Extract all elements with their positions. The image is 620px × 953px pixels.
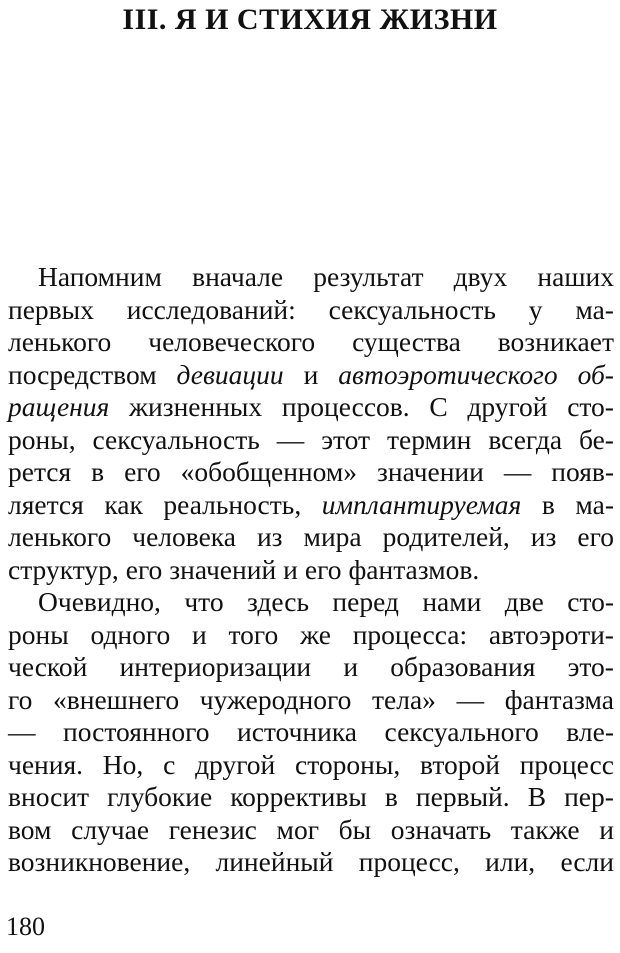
word: означать	[390, 813, 492, 845]
word: двух	[453, 261, 508, 292]
word: мог	[276, 813, 319, 845]
word: что	[184, 586, 224, 617]
text-line	[8, 554, 614, 587]
word: структур,	[8, 553, 119, 585]
word: чения.	[8, 748, 83, 780]
word: посредством	[8, 358, 157, 390]
word: интериоризации	[119, 651, 312, 682]
word: наших	[537, 261, 614, 292]
word: другой	[195, 748, 276, 780]
word: и	[192, 618, 207, 650]
word: его	[304, 553, 342, 585]
body-text	[8, 261, 614, 879]
word: вначале	[192, 261, 284, 292]
word: если	[560, 846, 614, 877]
word: в	[384, 781, 398, 812]
word: всегда	[488, 423, 563, 455]
word: одного	[90, 618, 171, 650]
word: генезис	[168, 813, 257, 845]
word: нами	[422, 586, 482, 617]
word: коррективы	[230, 781, 367, 812]
text-line	[8, 651, 614, 684]
word: возникает	[497, 326, 614, 357]
word: реальность,	[163, 488, 302, 520]
text-line	[8, 586, 614, 619]
word: рется	[8, 456, 72, 487]
word: имплантируемая	[321, 488, 522, 520]
text-line	[8, 294, 614, 327]
text-line	[8, 359, 614, 392]
word: из	[530, 521, 557, 552]
word: процесса:	[352, 618, 468, 650]
word: перед	[332, 586, 399, 617]
text-line	[8, 749, 614, 782]
word: автоэроти-	[488, 618, 614, 650]
word: здесь	[247, 586, 309, 617]
word: существа	[352, 326, 461, 357]
word: значений	[169, 553, 277, 585]
word: Очевидно,	[38, 586, 161, 617]
word: это-	[567, 651, 614, 682]
word: термин	[387, 423, 472, 455]
text-line	[8, 326, 614, 359]
word: у	[528, 293, 543, 325]
word: жизненных	[128, 391, 263, 422]
word: Но,	[102, 748, 144, 780]
word: девиации	[176, 358, 284, 390]
word: процесс,	[358, 846, 460, 877]
word: го	[8, 683, 33, 715]
word: источника	[236, 716, 358, 747]
word: фантазмов.	[348, 553, 480, 585]
word: первый.	[415, 781, 510, 812]
word: автоэротического	[338, 358, 558, 390]
word: или,	[485, 846, 536, 877]
text-line	[8, 619, 614, 652]
word: С	[429, 391, 448, 422]
word: вле-	[566, 716, 614, 747]
word: и	[343, 651, 359, 682]
word: ческой	[8, 651, 88, 682]
text-line	[8, 391, 614, 424]
word: сто-	[567, 391, 614, 422]
word: сто-	[567, 586, 614, 617]
word: бе-	[578, 423, 614, 455]
word: фантазма	[504, 683, 614, 715]
word: человеческого	[148, 326, 316, 357]
word: в	[541, 488, 555, 520]
text-line	[8, 846, 614, 879]
page-number: 180	[6, 912, 45, 941]
word: роны	[8, 618, 69, 650]
word: как	[104, 488, 143, 520]
word: второй	[420, 748, 500, 780]
word: родителей,	[382, 521, 510, 552]
word: «внешнего	[53, 683, 180, 715]
word: случае	[71, 813, 150, 845]
text-line	[8, 521, 614, 554]
word: также	[510, 813, 580, 845]
text-line	[8, 781, 614, 814]
word: мира	[303, 521, 362, 552]
word: же	[300, 618, 331, 650]
word: пер-	[564, 781, 614, 812]
word: в	[91, 456, 105, 487]
word: образования	[390, 651, 536, 682]
word: его	[125, 553, 163, 585]
word: этот	[321, 423, 371, 455]
word: две	[504, 586, 544, 617]
word: и	[283, 553, 298, 585]
word: его	[577, 521, 614, 552]
word: вом	[8, 813, 52, 845]
word: из	[256, 521, 283, 552]
word: ма-	[575, 488, 614, 520]
word: человека	[132, 521, 236, 552]
word: роны,	[8, 423, 76, 455]
text-line	[8, 489, 614, 522]
word: другой	[467, 391, 548, 422]
word: ленького	[8, 326, 112, 357]
word: сексуального	[384, 716, 539, 747]
chapter-title: III. Я И СТИХИЯ ЖИЗНИ	[122, 3, 498, 36]
word: об-	[577, 358, 614, 390]
text-line	[8, 814, 614, 847]
word: чужеродного	[199, 683, 352, 715]
text-line	[8, 261, 614, 294]
word: ращения	[8, 391, 110, 422]
word: и	[303, 358, 319, 390]
word: возникновение,	[8, 846, 191, 877]
word: и	[599, 813, 614, 845]
word: значении	[376, 456, 484, 487]
word: первых	[8, 293, 94, 325]
word: с	[163, 748, 176, 780]
word: глубокие	[107, 781, 213, 812]
word: —	[8, 716, 36, 747]
word: результат	[313, 261, 424, 292]
word: процесс	[519, 748, 614, 780]
text-line	[8, 716, 614, 749]
word: ма-	[575, 293, 614, 325]
word: того	[228, 618, 279, 650]
word: —	[503, 456, 532, 487]
word: «обобщенном»	[180, 456, 358, 487]
word: постоянного	[63, 716, 210, 747]
word: ляется	[8, 488, 84, 520]
word: его	[124, 456, 161, 487]
text-line	[8, 456, 614, 489]
text-line	[8, 684, 614, 717]
word: стороны,	[295, 748, 401, 780]
word: Напомним	[38, 261, 162, 292]
word: вносит	[8, 781, 90, 812]
word: линейный	[215, 846, 334, 877]
word: бы	[338, 813, 372, 845]
word: исследований:	[126, 293, 296, 325]
word: сексуальность	[92, 423, 260, 455]
word: процессов.	[281, 391, 410, 422]
word: —	[276, 423, 305, 455]
word: —	[456, 683, 485, 715]
word: В	[527, 781, 547, 812]
word: ленького	[8, 521, 112, 552]
word: сексуальность	[328, 293, 496, 325]
word: тела»	[372, 683, 436, 715]
text-line	[8, 424, 614, 457]
word: появ-	[551, 456, 614, 487]
